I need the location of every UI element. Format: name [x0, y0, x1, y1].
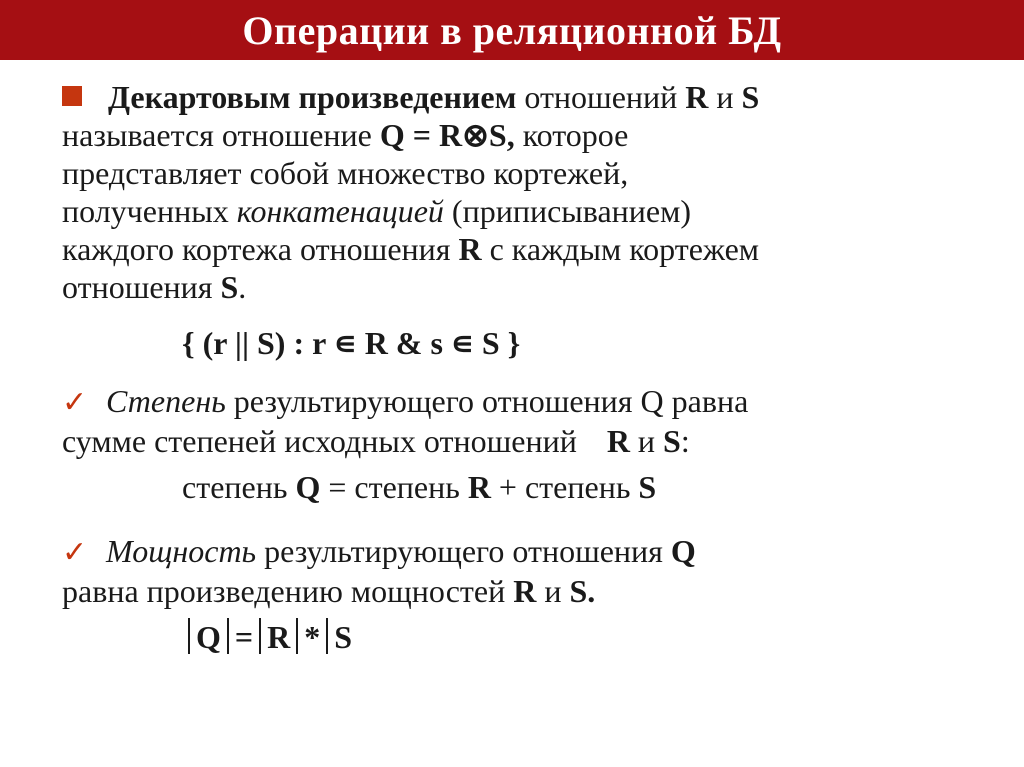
text-fragment: каждого кортежа отношения	[62, 231, 459, 267]
text-fragment: равна произведению мощностей	[62, 573, 514, 609]
abs-bar	[188, 618, 190, 654]
checkmark-icon: ✓	[62, 385, 88, 420]
degree-term: Степень	[106, 383, 226, 419]
text-fragment: представляет собой множество кортежей,	[62, 155, 629, 191]
product-expression: Q = R⊗S,	[379, 117, 515, 153]
text-fragment: отношений	[516, 79, 686, 115]
abs-bar	[227, 618, 229, 654]
definition-section	[62, 78, 982, 362]
relation-q: Q	[670, 533, 696, 569]
text-fragment: результирующего отношения Q равна	[225, 383, 749, 419]
relation-q: Q	[196, 619, 221, 655]
set-formula: { (r || S) : r ∊ R & s ∊ S }	[182, 325, 521, 361]
relation-s: S	[741, 79, 760, 115]
text-fragment: и	[536, 573, 570, 609]
text-fragment: полученных	[62, 193, 237, 229]
relation-r: R	[458, 231, 482, 267]
relation-r: R	[467, 469, 491, 505]
relation-r: R	[267, 619, 291, 655]
abs-bar	[259, 618, 261, 654]
equals-sign: =	[234, 619, 254, 655]
definition-paragraph	[62, 78, 982, 306]
relation-s: S	[334, 619, 353, 655]
cardinality-section	[62, 532, 982, 656]
relation-r: R	[513, 573, 537, 609]
text-fragment: и	[708, 79, 742, 115]
relation-s: S	[220, 269, 239, 305]
cardinality-paragraph	[62, 532, 982, 610]
degree-formula	[182, 468, 982, 506]
text-fragment: степень	[182, 469, 296, 505]
definition-formula	[182, 324, 982, 362]
relation-r: R	[685, 79, 709, 115]
abs-bar	[326, 618, 328, 654]
text-fragment: которое	[514, 117, 629, 153]
square-bullet-icon	[62, 86, 82, 106]
title-bar	[0, 0, 1024, 60]
slide-content	[62, 78, 982, 656]
relation-s: S	[663, 423, 681, 459]
relation-q: Q	[295, 469, 321, 505]
text-fragment: отношения	[62, 269, 221, 305]
text-fragment: = степень	[320, 469, 468, 505]
cardinality-formula	[182, 618, 982, 656]
text-fragment: и	[629, 423, 664, 459]
text-fragment: .	[238, 269, 247, 305]
checkmark-icon: ✓	[62, 535, 88, 570]
text-fragment: (приписыванием)	[443, 193, 692, 229]
degree-paragraph	[62, 382, 982, 460]
text-fragment: результирующего отношения	[256, 533, 671, 569]
text-fragment: + степень	[490, 469, 639, 505]
abs-bar	[296, 618, 298, 654]
page-title: Операции в реляционной БД	[242, 7, 782, 53]
definition-term: Декартовым произведением	[108, 79, 517, 115]
degree-section	[62, 382, 982, 506]
relation-r: R	[606, 423, 630, 459]
text-fragment: называется отношение	[62, 117, 380, 153]
text-fragment: :	[680, 423, 690, 459]
cardinality-term: Мощность	[106, 533, 257, 569]
text-fragment: сумме степеней исходных отношений	[62, 423, 577, 459]
relation-s: S	[638, 469, 657, 505]
relation-s: S.	[569, 573, 596, 609]
multiply-sign: *	[304, 619, 321, 655]
concatenation-term: конкатенацией	[236, 193, 444, 229]
text-fragment: с каждым кортежем	[481, 231, 760, 267]
